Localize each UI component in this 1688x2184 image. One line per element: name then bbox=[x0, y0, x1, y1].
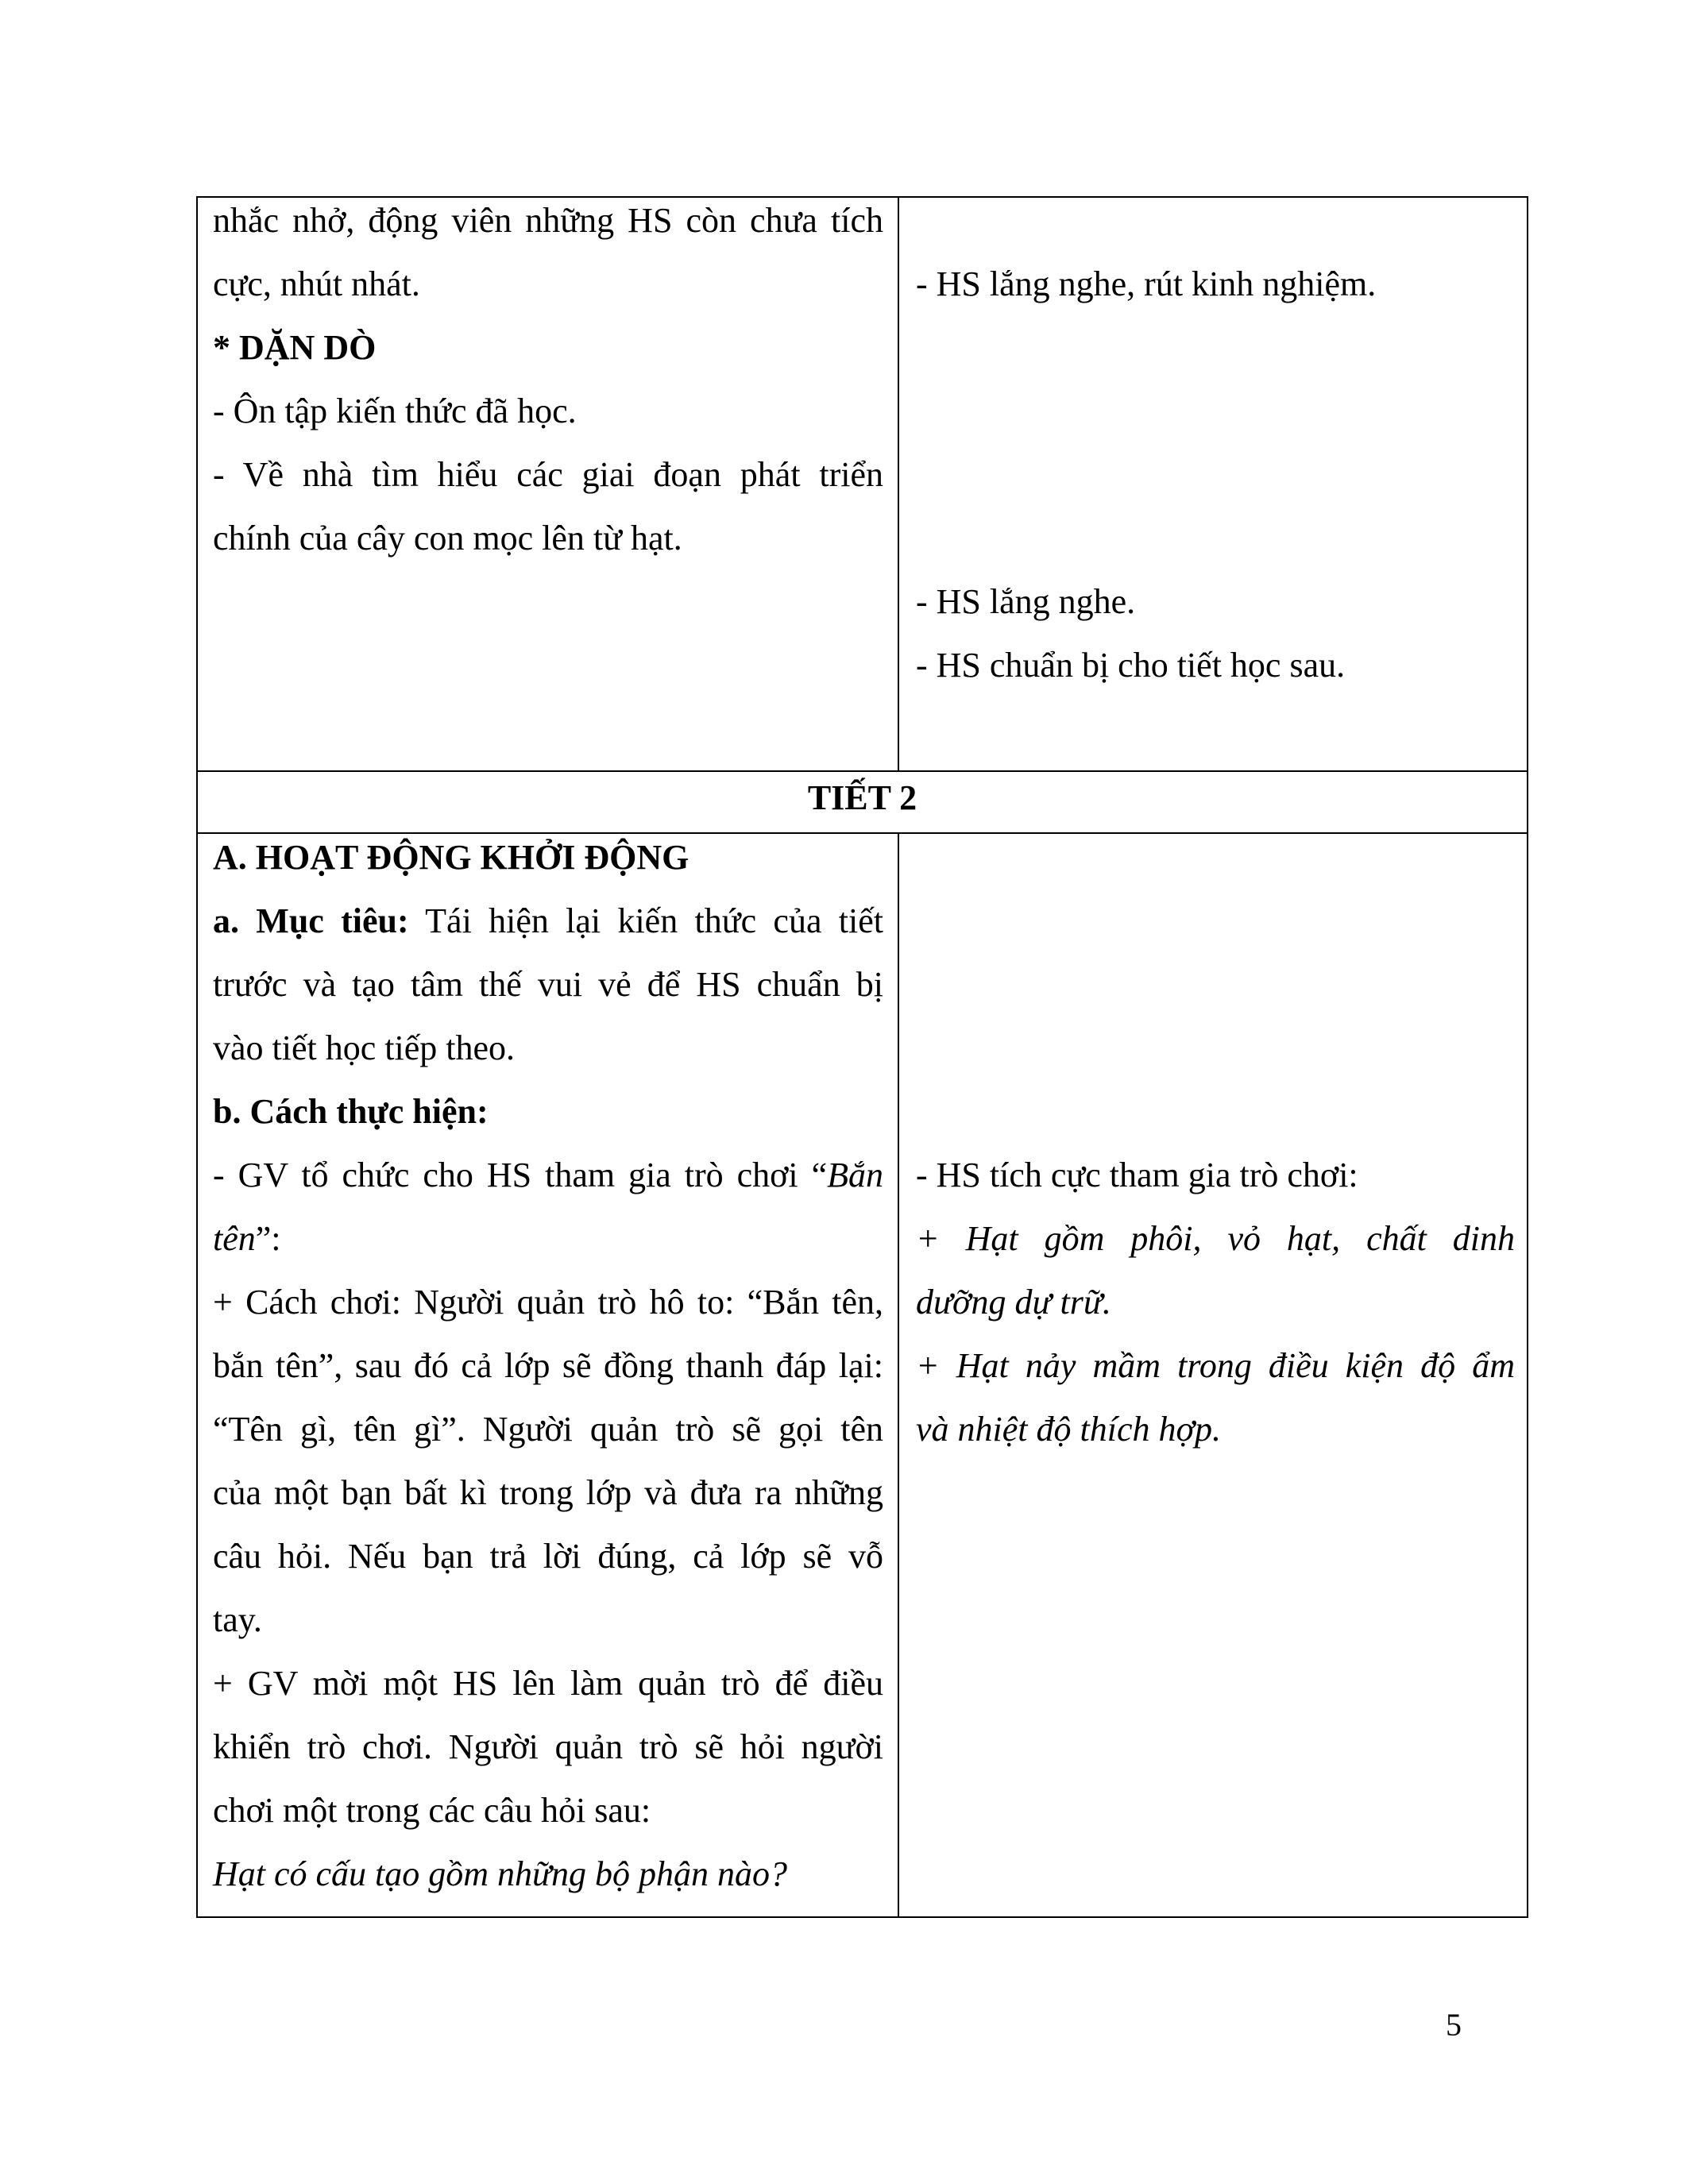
text-line: tay. bbox=[213, 1600, 262, 1639]
answer-line: + Hạt gồm phôi, vỏ hạt, chất dinh bbox=[916, 1219, 1515, 1258]
column-divider-bottom bbox=[898, 832, 899, 1918]
section-heading-dan-do: * DẶN DÒ bbox=[213, 328, 377, 367]
page-number: 5 bbox=[1446, 2007, 1462, 2043]
answer-line: + Hạt nảy mầm trong điều kiện độ ẩm bbox=[916, 1346, 1515, 1385]
text-line: bắn tên”, sau đó cả lớp sẽ đồng thanh đáp lại: bbox=[213, 1346, 883, 1385]
text-line: - Ôn tập kiến thức đã học. bbox=[213, 392, 577, 430]
answer-line: dưỡng dự trữ. bbox=[916, 1283, 1111, 1322]
text-line: - HS tích cực tham gia trò chơi: bbox=[916, 1156, 1358, 1194]
text-line: chính của cây con mọc lên từ hạt. bbox=[213, 519, 682, 558]
goal-text: Tái hiện lại kiến thức của tiết bbox=[408, 901, 883, 940]
question-text: Hạt có cấu tạo gồm những bộ phận nào? bbox=[213, 1854, 788, 1893]
text-line: cực, nhút nhát. bbox=[213, 264, 420, 303]
text-line: - HS chuẩn bị cho tiết học sau. bbox=[916, 646, 1346, 685]
game-name-part: Bắn bbox=[827, 1156, 883, 1194]
goal-label: a. Mục tiêu: bbox=[213, 901, 409, 940]
game-intro-line bbox=[213, 1207, 883, 1271]
text-line: + Cách chơi: Người quản trò hô to: “Bắn tên, bbox=[213, 1283, 883, 1322]
text-line: trước và tạo tâm thế vui vẻ để HS chuẩn bị bbox=[213, 965, 883, 1004]
game-intro-line bbox=[213, 1144, 883, 1207]
text-line: + GV mời một HS lên làm quản trò để điều bbox=[213, 1664, 883, 1703]
text-line: của một bạn bất kì trong lớp và đưa ra những bbox=[213, 1473, 883, 1512]
text-line: vào tiết học tiếp theo. bbox=[213, 1028, 515, 1067]
text-line: “Tên gì, tên gì”. Người quản trò sẽ gọi tên bbox=[213, 1410, 883, 1449]
game-intro-text: ”: bbox=[255, 1219, 281, 1258]
text-line: - HS lắng nghe. bbox=[916, 582, 1136, 621]
text-line: - HS lắng nghe, rút kinh nghiệm. bbox=[916, 264, 1377, 303]
game-name-part: tên bbox=[213, 1219, 256, 1258]
text-line: nhắc nhở, động viên những HS còn chưa tích bbox=[213, 201, 883, 240]
text-line: - Về nhà tìm hiểu các giai đoạn phát triển bbox=[213, 455, 883, 494]
section-header-tiet-2: TIẾT 2 bbox=[807, 778, 917, 817]
game-intro-text: - GV tổ chức cho HS tham gia trò chơi “ bbox=[213, 1156, 828, 1194]
column-divider-top bbox=[898, 196, 899, 772]
text-line: chơi một trong các câu hỏi sau: bbox=[213, 1791, 651, 1830]
method-heading: b. Cách thực hiện: bbox=[213, 1092, 489, 1131]
activity-heading: A. HOẠT ĐỘNG KHỞI ĐỘNG bbox=[213, 838, 689, 877]
text-line: khiển trò chơi. Người quản trò sẽ hỏi người bbox=[213, 1727, 883, 1766]
answer-line: và nhiệt độ thích hợp. bbox=[916, 1410, 1221, 1449]
goal-line bbox=[213, 889, 883, 953]
text-line: câu hỏi. Nếu bạn trả lời đúng, cả lớp sẽ vỗ bbox=[213, 1537, 883, 1576]
